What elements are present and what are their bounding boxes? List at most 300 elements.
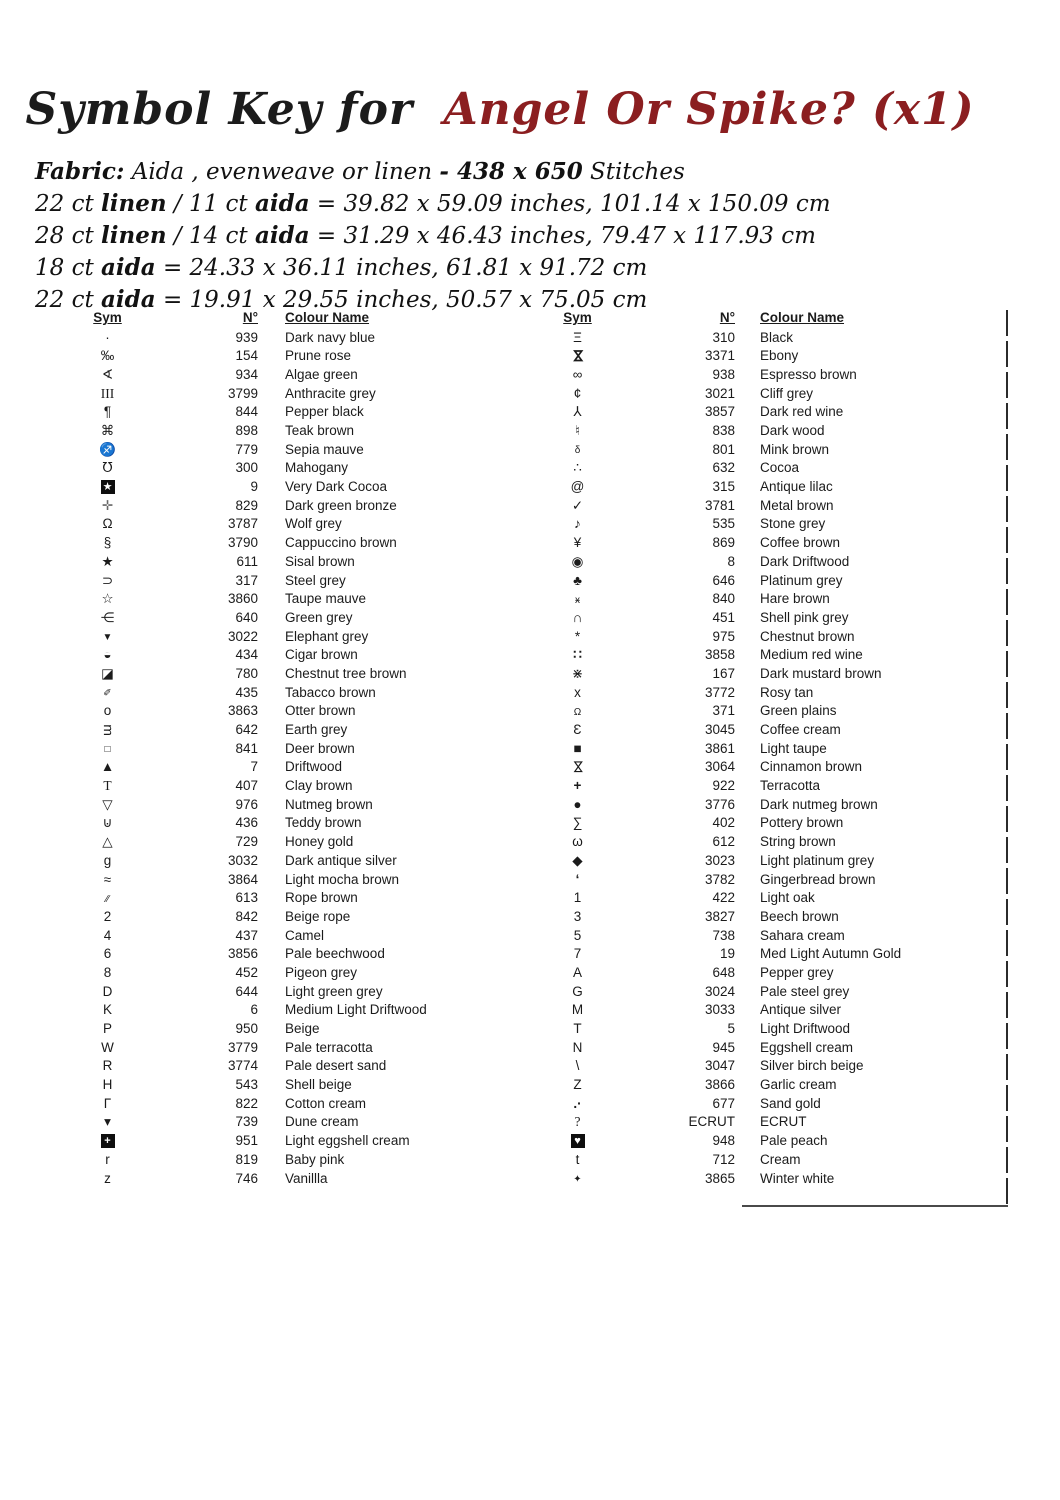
symbol-cell	[545, 798, 610, 812]
colour-name: Steel grey	[285, 572, 346, 588]
table-row	[545, 814, 1005, 833]
thread-number: 934	[235, 366, 258, 382]
symbol-cell	[75, 536, 140, 550]
table-row	[545, 1132, 1005, 1151]
thread-number: 3021	[704, 385, 735, 401]
stitch-symbol-glyph: Z	[573, 1077, 582, 1093]
table-row	[545, 1150, 1005, 1169]
table-row	[545, 571, 1005, 590]
stitch-symbol-glyph: ♣	[573, 572, 582, 588]
table-row	[75, 683, 545, 702]
stitch-symbol-glyph: ☆	[101, 591, 114, 607]
colour-name: Pepper black	[285, 404, 364, 420]
stitch-symbol-glyph: +	[573, 778, 582, 794]
symbol-cell	[545, 424, 610, 438]
colour-name: Beige rope	[285, 908, 351, 924]
title-prefix: Symbol Key for	[25, 84, 414, 135]
table-row	[75, 459, 545, 478]
table-row	[75, 720, 545, 739]
fabric-text-segment: = 19.91 x 29.55 inches, 50.57 x 75.05 cm	[155, 287, 648, 313]
table-row	[545, 365, 1005, 384]
colour-name: Elephant grey	[285, 628, 369, 644]
thread-number: 452	[235, 964, 258, 980]
table-row	[545, 496, 1005, 515]
fabric-text-segment: 22 ct	[35, 287, 102, 313]
table-row	[75, 403, 545, 422]
stitch-symbol-glyph: ⋲	[100, 609, 115, 625]
colour-name: Driftwood	[285, 759, 343, 775]
thread-number: 642	[235, 722, 258, 738]
table-row	[75, 982, 545, 1001]
table-row	[545, 702, 1005, 721]
stitch-symbol-glyph: 6	[103, 946, 112, 962]
table-row	[75, 777, 545, 796]
fabric-text-segment: linen	[101, 222, 167, 249]
table-row	[75, 440, 545, 459]
header-colour-name: Colour Name	[760, 310, 845, 326]
symbol-cell	[545, 947, 610, 961]
symbol-cell	[75, 1133, 140, 1148]
symbol-cell	[75, 461, 140, 475]
colour-name: Light taupe	[760, 740, 827, 756]
colour-name: Espresso brown	[760, 366, 857, 382]
thread-number: 869	[712, 535, 735, 551]
stitch-symbol-glyph: ⊃	[101, 572, 114, 588]
colour-name: Sahara cream	[760, 927, 845, 943]
thread-number: 19	[719, 946, 735, 962]
colour-name: Black	[760, 329, 794, 345]
thread-number: 829	[235, 497, 258, 513]
symbol-cell	[545, 630, 610, 644]
symbol-cell	[75, 499, 140, 513]
table-row	[545, 683, 1005, 702]
stitch-symbol-glyph: 3	[573, 908, 582, 924]
symbol-cell	[545, 966, 610, 980]
thread-number: 6	[250, 1002, 258, 1018]
table-row	[545, 534, 1005, 553]
thread-number: 822	[235, 1095, 258, 1111]
stitch-symbol-glyph: ∷	[573, 647, 582, 663]
symbol-cell	[75, 1172, 140, 1186]
thread-number: 611	[236, 553, 258, 569]
colour-name: Platinum grey	[760, 572, 843, 588]
colour-name: Dark red wine	[760, 404, 844, 420]
stitch-symbol-glyph: ∞	[572, 366, 583, 382]
symbol-cell	[75, 835, 140, 849]
thread-number: 840	[712, 591, 735, 607]
stitch-symbol-glyph: A	[572, 964, 582, 980]
symbol-cell	[545, 555, 610, 569]
stitch-symbol-glyph: ∩	[572, 609, 583, 625]
fabric-text-segment: = 39.82 x 59.09 inches, 101.14 x 150.09 cm	[309, 191, 831, 217]
thread-number: 3782	[704, 871, 735, 887]
stitch-symbol-glyph: ‘	[575, 871, 580, 887]
thread-number: 3864	[227, 871, 258, 887]
symbol-cell	[545, 704, 610, 718]
colour-name: Antique lilac	[760, 479, 833, 495]
colour-name: Stone grey	[760, 516, 826, 532]
thread-number: 300	[235, 460, 258, 476]
thread-number: 3064	[704, 759, 735, 775]
stitch-symbol-glyph: r	[105, 1151, 110, 1167]
table-row	[545, 1057, 1005, 1076]
colour-name: Vanillla	[285, 1170, 328, 1186]
colour-name: Baby pink	[285, 1151, 345, 1167]
stitch-symbol-glyph: §	[103, 535, 112, 551]
table-row	[75, 552, 545, 571]
symbol-cell	[75, 1115, 140, 1129]
fabric-text-segment: Fabric:	[35, 158, 125, 185]
table-row	[545, 440, 1005, 459]
symbol-cell	[75, 331, 140, 345]
colour-name: Cotton cream	[285, 1095, 367, 1111]
symbol-cell	[75, 891, 140, 905]
thread-number: 3863	[227, 703, 258, 719]
thread-number: 3022	[227, 628, 258, 644]
colour-name: Eggshell cream	[760, 1039, 854, 1055]
colour-name: Pale steel grey	[760, 983, 850, 999]
table-row	[75, 347, 545, 366]
table-row	[545, 646, 1005, 665]
colour-name: Gingerbread brown	[760, 871, 876, 887]
stitch-symbol-glyph: ▽	[102, 796, 113, 812]
stitch-symbol-glyph: G	[572, 983, 583, 999]
thread-number: 780	[235, 665, 258, 681]
symbol-cell	[75, 947, 140, 961]
thread-number: 729	[235, 834, 258, 850]
symbol-cell	[545, 1153, 610, 1167]
colour-name: Pale peach	[760, 1133, 828, 1149]
colour-name: Pale desert sand	[285, 1058, 387, 1074]
colour-name: ECRUT	[760, 1114, 807, 1130]
thread-number: 739	[235, 1114, 258, 1130]
stitch-symbol-glyph: ◆	[572, 852, 583, 868]
colour-name: Camel	[285, 927, 325, 943]
table-row	[75, 739, 545, 758]
colour-name: Dark green bronze	[285, 497, 397, 513]
colour-name: Pottery brown	[760, 815, 844, 831]
table-row	[545, 982, 1005, 1001]
colour-name: Sepia mauve	[285, 441, 364, 457]
colour-name: Dark navy blue	[285, 329, 376, 345]
symbol-cell	[75, 1059, 140, 1073]
stitch-symbol-glyph: Ɛ	[573, 722, 582, 738]
symbol-cell	[545, 536, 610, 550]
stitch-symbol-glyph: K	[102, 1002, 112, 1018]
symbol-cell	[75, 1041, 140, 1055]
table-row	[545, 328, 1005, 347]
stitch-symbol-glyph: x	[574, 684, 581, 700]
colour-name: Taupe mauve	[285, 591, 367, 607]
stitch-symbol-glyph: Ω	[102, 516, 113, 532]
symbol-cell	[545, 1022, 610, 1036]
table-row	[545, 739, 1005, 758]
stitch-symbol-glyph: R	[102, 1058, 113, 1074]
thread-number: 3790	[227, 535, 258, 551]
stitch-symbol-glyph: ⋈	[570, 349, 586, 363]
stitch-symbol-glyph: ∴	[573, 460, 582, 476]
table-row	[545, 1019, 1005, 1038]
symbol-cell	[545, 517, 610, 531]
stitch-symbol-glyph: P	[102, 1021, 112, 1037]
thread-number: 738	[712, 927, 735, 943]
thread-number: 3033	[704, 1002, 735, 1018]
table-row	[75, 833, 545, 852]
fabric-text-segment: - 438 x 650	[439, 158, 583, 185]
table-bottom-rule	[742, 1205, 1008, 1207]
symbol-cell	[75, 816, 140, 830]
table-row	[75, 1019, 545, 1038]
stitch-symbol-glyph: z	[104, 1170, 111, 1186]
fabric-line	[35, 188, 831, 220]
fabric-info	[35, 156, 831, 316]
stitch-symbol-glyph: ω	[572, 834, 583, 850]
colour-name: Beech brown	[760, 908, 839, 924]
stitch-symbol-glyph: ●	[573, 796, 582, 812]
symbol-cell	[545, 1003, 610, 1017]
colour-name: Dune cream	[285, 1114, 359, 1130]
table-row	[545, 515, 1005, 534]
thread-number: 3047	[704, 1058, 735, 1074]
thread-number: 677	[712, 1095, 735, 1111]
fabric-text-segment: 22 ct	[35, 191, 102, 217]
fabric-text-segment: / 11 ct	[166, 191, 255, 217]
stitch-symbol-glyph: ♪	[574, 516, 581, 532]
table-row	[545, 945, 1005, 964]
table-row	[75, 646, 545, 665]
symbol-cell	[545, 686, 610, 700]
thread-number: 543	[235, 1077, 258, 1093]
colour-name: Cigar brown	[285, 647, 358, 663]
stitch-symbol-glyph: Ω	[573, 707, 582, 719]
thread-number: 3787	[227, 516, 258, 532]
stitch-symbol-glyph: ¢	[573, 385, 582, 401]
colour-name: Terracotta	[760, 778, 821, 794]
stitch-symbol-glyph: ✛	[101, 497, 114, 513]
symbol-cell	[75, 910, 140, 924]
thread-number: 842	[235, 908, 258, 924]
colour-name: Medium Light Driftwood	[285, 1002, 427, 1018]
header-colour-name: Colour Name	[285, 310, 370, 326]
symbol-cell	[75, 873, 140, 887]
symbol-cell	[75, 611, 140, 625]
fabric-text-segment: Stitches	[582, 159, 685, 185]
table-row	[545, 870, 1005, 889]
table-body	[545, 328, 1005, 1188]
colour-name: Rosy tan	[760, 684, 814, 700]
thread-number: 648	[712, 964, 735, 980]
symbol-cell	[545, 891, 610, 905]
symbol-cell	[75, 648, 140, 662]
thread-number: 3866	[704, 1077, 735, 1093]
thread-number: 310	[712, 329, 735, 345]
colour-name: Winter white	[760, 1170, 835, 1186]
stitch-symbol-glyph: W	[101, 1039, 114, 1055]
title-pattern-name: Angel Or Spike? (x1)	[443, 84, 975, 135]
symbol-cell	[545, 760, 610, 774]
symbol-cell	[75, 479, 140, 494]
thread-number: 3781	[704, 497, 735, 513]
stitch-symbol-glyph: III	[100, 385, 115, 401]
table-row	[75, 1076, 545, 1095]
colour-name: Very Dark Cocoa	[285, 479, 388, 495]
thread-number: 7	[250, 759, 258, 775]
thread-number: 951	[235, 1133, 258, 1149]
fabric-text-segment: aida	[101, 254, 156, 281]
table-row	[75, 534, 545, 553]
thread-number: 938	[712, 366, 735, 382]
table-row	[545, 664, 1005, 683]
thread-number: 437	[235, 927, 258, 943]
symbol-cell	[545, 667, 610, 681]
fabric-text-segment: / 14 ct	[166, 223, 255, 249]
symbol-cell	[545, 742, 610, 756]
stitch-symbol-glyph: T	[103, 778, 112, 794]
colour-name: Dark nutmeg brown	[760, 796, 878, 812]
stitch-symbol-glyph: ℧	[102, 460, 113, 476]
table-row	[545, 963, 1005, 982]
symbol-cell	[75, 443, 140, 457]
table-row	[545, 777, 1005, 796]
fabric-text-segment: aida	[254, 222, 310, 249]
table-row	[75, 664, 545, 683]
colour-name: Deer brown	[285, 740, 355, 756]
stitch-symbol-glyph: Ξ	[573, 329, 582, 345]
symbol-cell	[545, 461, 610, 475]
colour-name: Cinnamon brown	[760, 759, 863, 775]
symbol-cell	[545, 331, 610, 345]
table-row	[75, 889, 545, 908]
colour-name: Silver birch beige	[760, 1058, 864, 1074]
stitch-symbol-glyph: ∢	[101, 366, 114, 382]
symbol-cell	[75, 929, 140, 943]
colour-name: Light mocha brown	[285, 871, 400, 887]
stitch-symbol-glyph: ✓	[571, 497, 584, 513]
colour-name: Nutmeg brown	[285, 796, 373, 812]
thread-number: 8	[727, 553, 735, 569]
colour-name: Earth grey	[285, 722, 348, 738]
page-title	[0, 84, 1000, 135]
colour-name: Light green grey	[285, 983, 383, 999]
stitch-symbol-glyph: ◪	[101, 665, 114, 681]
header-number: N°	[242, 310, 258, 326]
colour-name: Pigeon grey	[285, 964, 358, 980]
thread-number: 407	[235, 778, 258, 794]
symbol-cell	[75, 387, 140, 401]
thread-number: 3865	[704, 1170, 735, 1186]
colour-name: Prune rose	[285, 348, 352, 364]
table-row	[545, 627, 1005, 646]
stitch-symbol-glyph: ♥	[571, 1134, 585, 1148]
colour-name: Dark antique silver	[285, 852, 397, 868]
stitch-symbol-glyph: Γ	[103, 1095, 112, 1111]
table-row	[545, 795, 1005, 814]
table-row	[75, 1113, 545, 1132]
stitch-symbol-glyph: D	[102, 983, 113, 999]
table-header	[545, 308, 1005, 328]
stitch-symbol-glyph: ӿ	[575, 594, 580, 606]
table-row	[545, 1094, 1005, 1113]
symbol-cell	[75, 405, 140, 419]
thread-number: 746	[235, 1170, 258, 1186]
stitch-symbol-glyph: N	[572, 1039, 583, 1055]
stitch-symbol-glyph: g	[103, 852, 112, 868]
fabric-text-segment: aida	[101, 286, 156, 313]
thread-number: 402	[712, 815, 735, 831]
symbol-cell	[545, 480, 610, 494]
symbol-cell	[75, 574, 140, 588]
symbol-cell	[75, 798, 140, 812]
thread-number: 613	[235, 890, 258, 906]
table-row	[75, 496, 545, 515]
thread-number: 3857	[704, 404, 735, 420]
thread-number: 3045	[704, 722, 735, 738]
symbol-cell	[75, 1022, 140, 1036]
table-row	[75, 1038, 545, 1057]
thread-number: 838	[712, 423, 735, 439]
colour-name: Otter brown	[285, 703, 356, 719]
colour-name: Green grey	[285, 609, 353, 625]
symbol-cell	[75, 592, 140, 606]
table-row	[545, 1001, 1005, 1020]
stitch-symbol-glyph: ♐	[99, 441, 116, 457]
colour-name: Pale terracotta	[285, 1039, 373, 1055]
stitch-symbol-glyph: 4	[103, 927, 112, 943]
symbol-cell	[75, 685, 140, 699]
symbol-cell	[75, 1097, 140, 1111]
stitch-symbol-glyph: ¥	[573, 535, 582, 551]
thread-number: ECRUT	[688, 1114, 735, 1130]
table-row	[545, 403, 1005, 422]
colour-name: Ebony	[760, 348, 799, 364]
table-row	[75, 926, 545, 945]
thread-number: 3861	[704, 740, 735, 756]
stitch-symbol-glyph: *	[574, 628, 581, 644]
colour-name: Dark mustard brown	[760, 665, 882, 681]
thread-number: 435	[235, 684, 258, 700]
symbol-cell	[545, 854, 610, 868]
table-row	[75, 814, 545, 833]
stitch-symbol-glyph: ⋈	[570, 760, 586, 774]
stitch-symbol-glyph: 7	[573, 946, 582, 962]
stitch-symbol-glyph: @	[570, 479, 585, 495]
stitch-symbol-glyph: ‰	[100, 348, 115, 364]
colour-name: Light eggshell cream	[285, 1133, 410, 1149]
table-row	[75, 478, 545, 497]
symbol-cell	[545, 387, 610, 401]
symbol-cell	[75, 985, 140, 999]
header-number: N°	[719, 310, 735, 326]
thread-number: 844	[235, 404, 258, 420]
table-row	[545, 1038, 1005, 1057]
thread-number: 535	[712, 516, 735, 532]
symbol-cell	[75, 966, 140, 980]
colour-name: Shell pink grey	[760, 609, 849, 625]
colour-name: Tabacco brown	[285, 684, 376, 700]
stitch-symbol-glyph: ∕∕	[105, 893, 110, 905]
thread-number: 315	[712, 479, 735, 495]
colour-name: String brown	[760, 834, 836, 850]
symbol-cell	[75, 741, 140, 755]
table-header	[75, 308, 545, 328]
symbol-cell	[75, 667, 140, 681]
table-row	[75, 328, 545, 347]
thread-number: 898	[235, 423, 258, 439]
thread-number: 801	[712, 441, 735, 457]
fabric-line	[35, 252, 831, 284]
stitch-symbol-glyph: ·	[105, 329, 110, 345]
table-row	[75, 571, 545, 590]
